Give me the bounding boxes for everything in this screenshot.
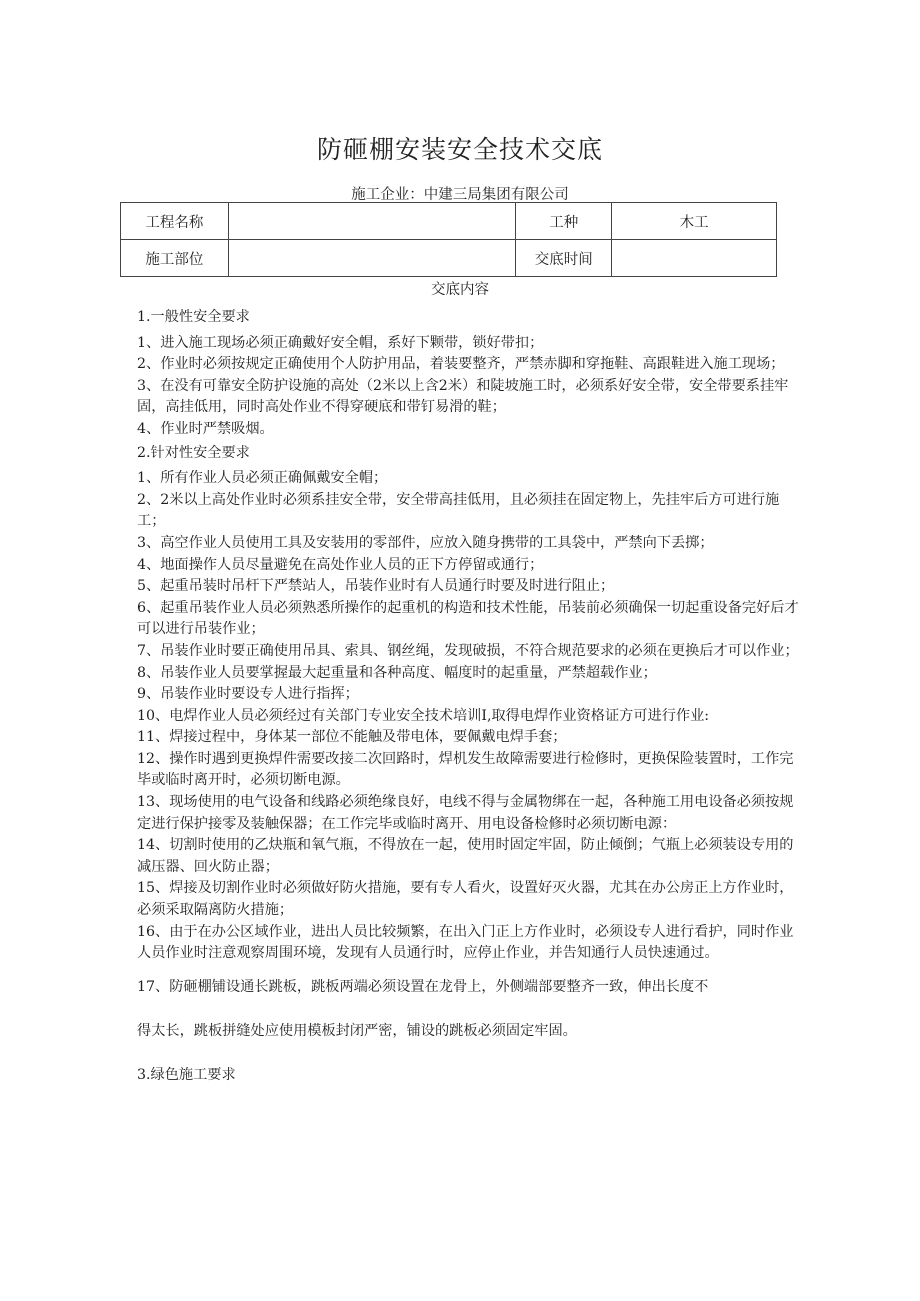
list-item: 14、切割时使用的乙炔瓶和氧气瓶，不得放在一起，使用时固定牢固，防止倾倒；气瓶上必须装设专用的减压器、回火防止器； xyxy=(137,837,794,875)
company-line: 施工企业：中建三局集团有限公司 xyxy=(351,187,569,203)
list-item: 2、2米以上高处作业时必须系挂安全带，安全带高挂低用，且必须挂在固定物上，先挂牢后方可进行施工； xyxy=(137,491,780,530)
list-item: 15、焊接及切割作业时必须做好防火措施，要有专人看火，设置好灭火器，尤其在办公房正上方作业时，必须采取隔离防火措施； xyxy=(137,880,794,919)
section-heading: 2.针对性安全要求 xyxy=(137,444,250,461)
table-row xyxy=(121,203,777,240)
list-item: 16、由于在办公区域作业，进出人员比较频繁，在出入门正上方作业时，必须设专人进行看护，同时作业人员作业时注意观察周围环境，发现有人员通行时，应停止作业，并告知通行人员快速通过。 xyxy=(137,923,794,962)
construction-location-value xyxy=(228,240,516,277)
content-heading: 交底内容 xyxy=(431,282,489,298)
document-body xyxy=(137,305,802,1097)
briefing-time-label: 交底时间 xyxy=(516,240,612,277)
construction-location-label: 施工部位 xyxy=(121,240,229,277)
list-item: 3、高空作业人员使用工具及安装用的零部件，应放入随身携带的工具袋中，严禁向下丢掷； xyxy=(137,534,714,551)
list-item: 4、作业时严禁吸烟。 xyxy=(137,420,274,437)
list-item-line: 得太长，跳板拼缝处应使用模板封闭严密，铺设的跳板必须固定牢固。 xyxy=(137,1022,577,1039)
list-item: 6、起重吊装作业人员必须熟悉所操作的起重机的构造和技术性能，吊装前必须确保一切起重设备完好后才可以进行吊装作业； xyxy=(137,599,799,638)
list-item: 1、进入施工现场必须正确戴好安全帽，系好下颗带，锁好带扣； xyxy=(137,334,544,351)
list-item: 4、地面操作人员尽量避免在高处作业人员的正下方停留或通行； xyxy=(137,556,544,573)
list-item: 2、作业时必须按规定正确使用个人防护用品，着装要整齐，严禁赤脚和穿拖鞋、高跟鞋进入施工现场； xyxy=(137,356,785,373)
info-table xyxy=(120,202,777,277)
list-item: 5、起重吊装时吊杆下严禁站人，吊装作业时有人员通行时要及时进行阻止； xyxy=(137,578,615,595)
item-17-block xyxy=(137,965,802,1097)
project-name-label: 工程名称 xyxy=(121,203,229,240)
list-item: 12、操作时遇到更换焊件需要改接二次回路时，焊机发生故障需要进行检修时，更换保险装置时，工作完毕或临时离开时，必须切断电源。 xyxy=(137,750,794,789)
briefing-time-value xyxy=(612,240,777,277)
section-heading: 1.一般性安全要求 xyxy=(137,309,250,325)
work-type-value: 木工 xyxy=(612,203,777,240)
list-item: 7、吊装作业时要正确使用吊具、索具、钢丝绳，发现破损，不符合规范要求的必须在更换后才可以作业； xyxy=(137,642,799,659)
section-heading: 3.绿色施工要求 xyxy=(137,1066,236,1083)
table-row xyxy=(121,240,777,277)
list-item: 9、吊装作业时要设专人进行指挥； xyxy=(137,686,359,703)
document-title: 防砸棚安装安全技术交底 xyxy=(316,135,603,164)
list-item: 1、所有作业人员必须正确佩戴安全帽； xyxy=(137,470,388,487)
list-item: 11、焊接过程中，身体某一部位不能触及带电体，要佩戴电焊手套； xyxy=(137,729,567,746)
list-item: 8、吊装作业人员要掌握最大起重量和各种高度、幅度时的起重量，严禁超载作业； xyxy=(137,664,657,681)
work-type-label: 工种 xyxy=(516,203,612,240)
list-item: 3、在没有可靠安全防护设施的高处（2米以上含2米）和陡坡施工时，必须系好安全带，安全带要系挂牢固，高挂低用，同时高处作业不得穿硬底和带钉易滑的鞋； xyxy=(137,377,789,416)
list-item: 10、电焊作业人员必须经过有关部门专业安全技术培训I,取得电焊作业资格证方可进行作业: xyxy=(137,707,710,724)
list-item: 13、现场使用的电气设备和线路必须绝缘良好，电线不得与金属物绑在一起，各种施工用电设备必须按规定进行保护接零及装触保器；在工作完毕或临时离开、用电设备检修时必须切断电源： xyxy=(137,794,794,832)
list-item-line: 17、防砸棚铺设通长跳板，跳板两端必须设置在龙骨上，外侧端部要整齐一致，伸出长度不 xyxy=(137,978,709,995)
project-name-value xyxy=(228,203,516,240)
